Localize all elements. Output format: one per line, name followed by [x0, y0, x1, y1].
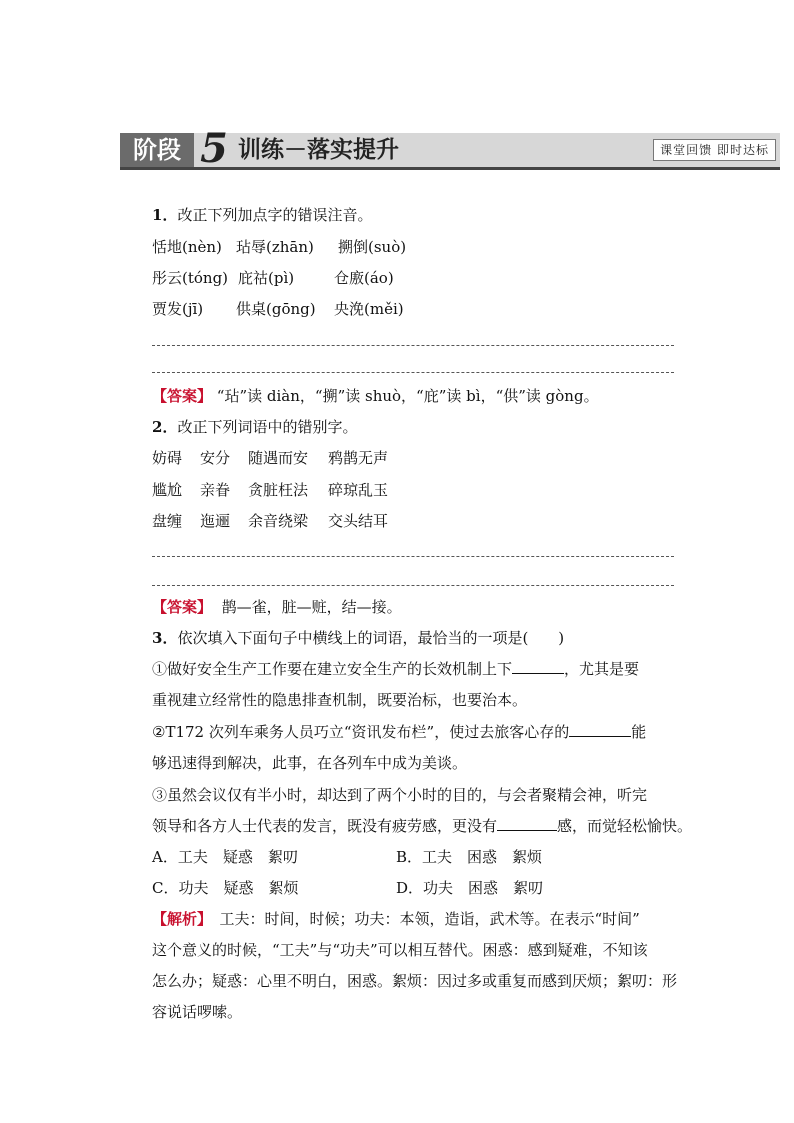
- sentence-2-line: [152, 752, 467, 773]
- q1-item: 玷辱(zhān): [236, 238, 314, 256]
- q1-item: 庇祜(pì): [238, 269, 295, 287]
- banner-stage-label: 阶段: [120, 133, 194, 167]
- fill-blank: [569, 721, 631, 737]
- q2-item: 碎琼乱玉: [328, 481, 389, 499]
- q1-item: 恬地(nèn): [152, 238, 222, 256]
- sentence-text: ②T172 次列车乘务人员巧立“资讯发布栏”，使过去旅客心存的: [152, 723, 570, 741]
- question-number: 2: [152, 418, 163, 436]
- sentence-text: ①做好安全生产工作要在建立安全生产的长效机制上下: [152, 660, 513, 678]
- question-3-prompt: 3．依次填入下面句子中横线上的词语，最恰当的一项是( ): [152, 629, 565, 647]
- analysis-line: [152, 908, 640, 929]
- section-banner: [120, 125, 780, 172]
- q2-item: 亲眷: [200, 481, 231, 499]
- q2-row: [152, 510, 388, 531]
- fill-blank: [512, 658, 564, 674]
- sentence-1-line: [152, 689, 527, 710]
- q2-item: 盘缠: [152, 512, 183, 530]
- q1-item: 贾发(jī): [152, 300, 204, 318]
- question-2-answer: [152, 596, 402, 617]
- answer-text: 鹊—雀，脏—赃，结—接。: [221, 598, 402, 616]
- sentence-text: ③虽然会议仅有半小时，却达到了两个小时的目的，与会者聚精会神，听完: [152, 786, 648, 804]
- question-text: 改正下列加点字的错误注音。: [177, 206, 373, 224]
- q1-row: [152, 236, 406, 257]
- q2-item: 交头结耳: [328, 512, 389, 530]
- q2-row: [152, 447, 388, 468]
- q1-item: 仓廒(áo): [334, 269, 394, 287]
- answer-line: [152, 345, 674, 346]
- sentence-text: 够迅速得到解决，此事，在各列车中成为美谈。: [152, 754, 468, 772]
- fill-blank: [497, 815, 557, 831]
- q1-row: [152, 298, 404, 319]
- sentence-text: 重视建立经常性的隐患排查机制，既要治标，也要治本。: [152, 691, 528, 709]
- sentence-1-line: [152, 658, 639, 679]
- answer-tag: 【答案】: [152, 387, 213, 405]
- banner-stage-number: 5: [200, 125, 228, 172]
- sentence-text: ，尤其是要: [564, 660, 640, 678]
- sentence-text: 感，而觉轻松愉快。: [557, 817, 693, 835]
- options-row: [152, 846, 542, 867]
- answer-line: [152, 372, 674, 373]
- q1-item: 供桌(gōng): [236, 300, 316, 318]
- analysis-line: [152, 970, 677, 991]
- question-1-prompt: 1．改正下列加点字的错误注音。: [152, 206, 373, 224]
- answer-tag: 【答案】: [152, 598, 213, 616]
- q1-row: [152, 267, 394, 288]
- analysis-text: 这个意义的时候，“工夫”与“功夫”可以相互替代。困惑：感到疑难，不知该: [152, 941, 648, 959]
- sentence-text: 能: [631, 723, 647, 741]
- q2-item: 鸦鹊无声: [328, 449, 389, 467]
- q1-item: 央浼(měi): [334, 300, 404, 318]
- analysis-text: 工夫：时间，时候；功夫：本领，造诣，武术等。在表示“时间”: [204, 910, 640, 928]
- sentence-3-line: [152, 784, 647, 805]
- option-b: B．工夫 困惑 絮烦: [396, 848, 543, 866]
- q2-item: 尴尬: [152, 481, 183, 499]
- analysis-text: 怎么办；疑惑：心里不明白，困惑。絮烦：因过多或重复而感到厌烦；絮叨：形: [152, 972, 678, 990]
- question-number: 1: [152, 206, 163, 224]
- analysis-line: [152, 1001, 242, 1022]
- q2-item: 迤逦: [200, 512, 231, 530]
- question-text: 依次填入下面句子中横线上的词语，最恰当的一项是( ): [177, 629, 565, 647]
- answer-line: [152, 556, 674, 557]
- sentence-text: 领导和各方人士代表的发言，既没有疲劳感，更没有: [152, 817, 498, 835]
- analysis-tag: 【解析】: [152, 910, 205, 928]
- answer-line: [152, 585, 674, 586]
- options-row: [152, 877, 543, 898]
- question-2-prompt: 2．改正下列词语中的错别字。: [152, 418, 358, 436]
- option-c: C．功夫 疑惑 絮烦: [152, 879, 299, 897]
- question-1-answer: [152, 385, 599, 406]
- banner-title: 训练－落实提升: [238, 137, 399, 163]
- q1-item: 搠倒(suò): [338, 238, 407, 256]
- q2-item: 余音绕梁: [248, 512, 309, 530]
- q2-item: 贪脏枉法: [248, 481, 309, 499]
- analysis-line: [152, 939, 648, 960]
- banner-tag: 课堂回馈 即时达标: [653, 139, 776, 161]
- q2-row: [152, 479, 388, 500]
- answer-text: “玷”读 diàn，“搠”读 shuò，“庇”读 bì，“供”读 gòng。: [216, 387, 599, 405]
- option-d: D．功夫 困惑 絮叨: [396, 879, 544, 897]
- sentence-3-line: [152, 815, 692, 836]
- q2-item: 随遇而安: [248, 449, 309, 467]
- sentence-2-line: [152, 721, 646, 742]
- q2-item: 妨碍: [152, 449, 183, 467]
- q2-item: 安分: [200, 449, 231, 467]
- option-a: A．工夫 疑惑 絮叨: [152, 848, 298, 866]
- analysis-text: 容说话啰嗦。: [152, 1003, 243, 1021]
- question-number: 3: [152, 629, 163, 647]
- question-text: 改正下列词语中的错别字。: [177, 418, 358, 436]
- q1-item: 彤云(tóng): [152, 269, 229, 287]
